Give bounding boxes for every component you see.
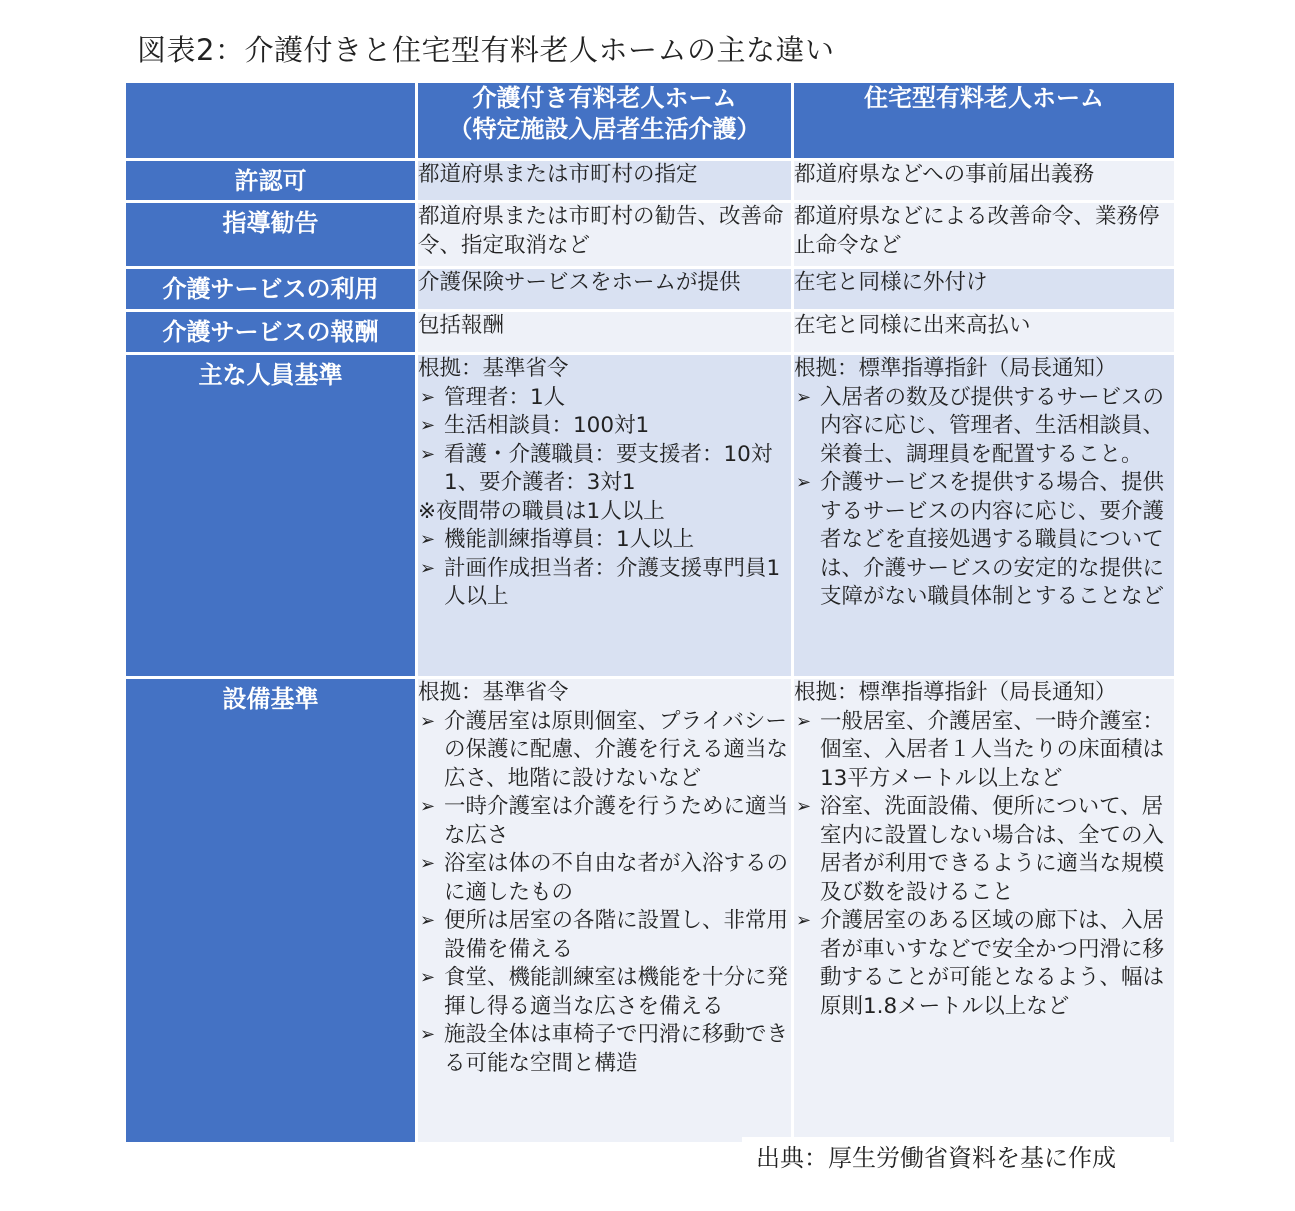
cell-staff-jutaku bbox=[793, 354, 1176, 678]
source-note: 出典：厚生労働省資料を基に作成 bbox=[742, 1137, 1170, 1179]
basis-text: 根拠：基準省令 bbox=[418, 680, 569, 705]
cell-service-use-jutaku: 在宅と同様に外付け bbox=[793, 268, 1176, 311]
list-item-text: 浴室は体の不自由な者が入浴するのに適したもの bbox=[444, 851, 789, 905]
bullet-arrow-icon: ➢ bbox=[420, 386, 436, 408]
row-label-service-fee: 介護サービスの報酬 bbox=[125, 311, 417, 354]
list-item bbox=[418, 907, 791, 964]
cell-license-jutaku: 都道府県などへの事前届出義務 bbox=[793, 160, 1176, 202]
cell-guidance-kaigo: 都道府県または市町村の勧告、改善命令、指定取消など bbox=[417, 202, 793, 268]
staff-jutaku-list bbox=[794, 384, 1174, 612]
bullet-arrow-icon: ➢ bbox=[420, 557, 436, 579]
staff-kaigo-list bbox=[418, 384, 791, 498]
staff-kaigo-list-2 bbox=[418, 526, 791, 612]
list-item-text: 施設全体は車椅子で円滑に移動できる可能な空間と構造 bbox=[444, 1022, 789, 1076]
table-row bbox=[125, 160, 1176, 202]
basis-text: 根拠：基準省令 bbox=[418, 356, 569, 381]
cell-guidance-jutaku: 都道府県などによる改善命令、業務停止命令など bbox=[793, 202, 1176, 268]
header-empty bbox=[125, 82, 417, 160]
bullet-arrow-icon: ➢ bbox=[420, 910, 436, 931]
table-row bbox=[125, 354, 1176, 678]
bullet-arrow-icon: ➢ bbox=[420, 853, 436, 874]
bullet-arrow-icon: ➢ bbox=[796, 910, 812, 931]
list-item bbox=[418, 441, 791, 498]
bullet-arrow-icon: ➢ bbox=[796, 386, 812, 408]
facility-kaigo-list bbox=[418, 708, 791, 1079]
header-kaigo-tsuki-line2: （特定施設入居者生活介護） bbox=[448, 115, 761, 143]
table-row bbox=[125, 311, 1176, 354]
list-item-text: 一時介護室は介護を行うために適当な広さ bbox=[444, 794, 789, 848]
header-row bbox=[125, 82, 1176, 160]
list-item-text: 機能訓練指導員：1人以上 bbox=[444, 527, 695, 552]
bullet-arrow-icon: ➢ bbox=[796, 472, 812, 493]
list-item-text: 計画作成担当者：介護支援専門員1人以上 bbox=[444, 555, 781, 609]
list-item bbox=[794, 907, 1174, 1021]
comparison-table bbox=[123, 80, 1177, 1145]
bullet-arrow-icon: ➢ bbox=[420, 796, 436, 817]
list-item-text: 介護居室は原則個室、プライバシーの保護に配慮、介護を行える適当な広さ、地階に設けないなど bbox=[444, 708, 789, 791]
list-item-text: 一般居室、介護居室、一時介護室：個室、入居者１人当たりの床面積は13平方メートル以上など bbox=[820, 708, 1165, 791]
header-kaigo-tsuki-line1: 介護付き有料老人ホーム bbox=[472, 84, 737, 112]
list-item-text: 入居者の数及び提供するサービスの内容に応じ、管理者、生活相談員、栄養士、調理員を配置すること。 bbox=[820, 384, 1165, 467]
list-item bbox=[418, 526, 791, 555]
list-item bbox=[418, 555, 791, 612]
header-jutaku-gata: 住宅型有料老人ホーム bbox=[793, 82, 1176, 160]
table-row bbox=[125, 678, 1176, 1144]
cell-service-fee-kaigo: 包括報酬 bbox=[417, 311, 793, 354]
list-item bbox=[418, 384, 791, 413]
list-item-text: 食堂、機能訓練室は機能を十分に発揮し得る適当な広さを備える bbox=[444, 965, 789, 1019]
bullet-arrow-icon: ➢ bbox=[796, 710, 812, 732]
bullet-arrow-icon: ➢ bbox=[420, 415, 436, 436]
bullet-arrow-icon: ➢ bbox=[796, 796, 812, 817]
list-item bbox=[418, 1021, 791, 1078]
row-label-guidance: 指導勧告 bbox=[125, 202, 417, 268]
list-item bbox=[418, 850, 791, 907]
figure-title: 図表2：介護付きと住宅型有料老人ホームの主な違い bbox=[137, 33, 835, 67]
cell-service-fee-jutaku: 在宅と同様に出来高払い bbox=[793, 311, 1176, 354]
table-row bbox=[125, 268, 1176, 311]
bullet-arrow-icon: ➢ bbox=[420, 443, 436, 465]
list-item bbox=[418, 708, 791, 794]
cell-facility-jutaku bbox=[793, 678, 1176, 1144]
row-label-license: 許認可 bbox=[125, 160, 417, 202]
list-item-text: 便所は居室の各階に設置し、非常用設備を備える bbox=[444, 908, 789, 962]
list-item bbox=[794, 469, 1174, 612]
night-staff-note: ※夜間帯の職員は1人以上 bbox=[418, 498, 665, 524]
basis-text: 根拠：標準指導指針（局長通知） bbox=[794, 680, 1117, 705]
list-item bbox=[418, 964, 791, 1021]
list-item bbox=[794, 708, 1174, 794]
list-item-text: 介護サービスを提供する場合、提供するサービスの内容に応じ、要介護者などを直接処遇する職員については、介護サービスの安定的な提供に支障がない職員体制とすることなど bbox=[820, 470, 1165, 609]
list-item bbox=[418, 412, 791, 441]
list-item bbox=[418, 793, 791, 850]
bullet-arrow-icon: ➢ bbox=[420, 710, 436, 732]
bullet-arrow-icon: ➢ bbox=[420, 1024, 436, 1045]
list-item-text: 看護・介護職員：要支援者：10対1、要介護者：3対1 bbox=[444, 441, 773, 495]
bullet-arrow-icon: ➢ bbox=[420, 967, 436, 988]
row-label-staff: 主な人員基準 bbox=[125, 354, 417, 678]
list-item-text: 管理者：1人 bbox=[444, 384, 566, 410]
list-item-text: 浴室、洗面設備、便所について、居室内に設置しない場合は、全ての入居者が利用できるように適当な規模及び数を設けること bbox=[820, 794, 1165, 905]
facility-jutaku-list bbox=[794, 708, 1174, 1022]
cell-service-use-kaigo: 介護保険サービスをホームが提供 bbox=[417, 268, 793, 311]
cell-staff-kaigo bbox=[417, 354, 793, 678]
row-label-facility: 設備基準 bbox=[125, 678, 417, 1144]
row-label-service-use: 介護サービスの利用 bbox=[125, 268, 417, 311]
bullet-arrow-icon: ➢ bbox=[420, 529, 436, 550]
list-item-text: 生活相談員：100対1 bbox=[444, 413, 650, 438]
list-item bbox=[794, 384, 1174, 470]
cell-facility-kaigo bbox=[417, 678, 793, 1144]
header-kaigo-tsuki bbox=[417, 82, 793, 160]
basis-text: 根拠：標準指導指針（局長通知） bbox=[794, 356, 1117, 381]
cell-license-kaigo: 都道府県または市町村の指定 bbox=[417, 160, 793, 202]
table-row bbox=[125, 202, 1176, 268]
list-item-text: 介護居室のある区域の廊下は、入居者が車いすなどで安全かつ円滑に移動することが可能となるよう、幅は原則1.8メートル以上など bbox=[820, 908, 1165, 1019]
list-item bbox=[794, 793, 1174, 907]
